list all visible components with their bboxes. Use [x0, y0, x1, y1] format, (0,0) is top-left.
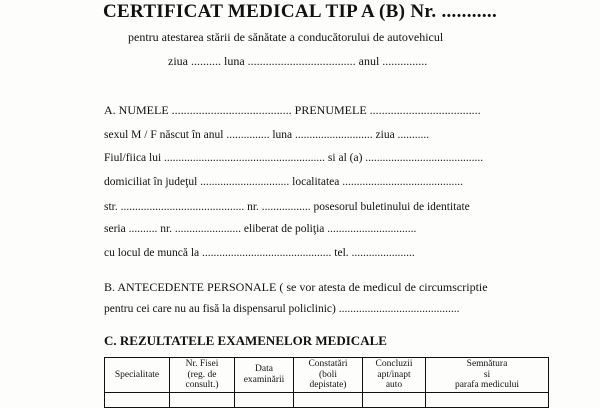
name-line: A. NUMELE ........................................ PRENUMELE ..................................... — [104, 103, 481, 117]
col-specialty: Specialitate — [105, 358, 170, 393]
col-signature: Semnătura si parafa medicului — [426, 358, 549, 393]
antecedents-heading: B. ANTECEDENTE PERSONALE ( se vor atesta de medicul de circumscriptie — [104, 280, 488, 294]
workplace-line: cu locul de muncă la ............................................. tel. ...................... — [104, 247, 415, 259]
parents-line: Fiul/fiica lui ........................................................ si al (a) ......................................... — [104, 152, 484, 164]
date-line: ziua .......... luna .................................... anul ............... — [168, 54, 428, 68]
col-conclusions: Concluzii apt/inapt auto — [363, 358, 426, 393]
sex-birth-line: sexul M / F născut în anul ............... luna ........................... ziua ........... — [104, 129, 430, 141]
antecedents-note: pentru cei care nu au fisă la dispensarul policlinic) .......................................... — [104, 303, 460, 315]
results-heading: C. REZULTATELE EXAMENELOR MEDICALE — [104, 333, 387, 348]
id-series-line: seria .......... nr. ....................... eliberat de poliţia ............................... — [104, 223, 417, 235]
col-findings: Constatări (boli depistate) — [294, 358, 363, 393]
table-header-row — [105, 358, 549, 393]
certificate-title: CERTIFICAT MEDICAL TIP A (B) Nr. ........... — [102, 1, 497, 22]
certificate-subtitle: pentru atestarea stării de sănătate a conducătorului de autovehicul — [128, 30, 444, 44]
residence-line: domiciliat în judeţul ............................... localitatea .......................................... — [104, 176, 464, 188]
col-exam-date: Data examinării — [235, 358, 294, 393]
col-file-number: Nr. Fisei (reg. de consult.) — [170, 358, 235, 393]
street-id-line: str. ........................................... nr. ................. posesorul buletinului de identitate — [104, 201, 470, 213]
